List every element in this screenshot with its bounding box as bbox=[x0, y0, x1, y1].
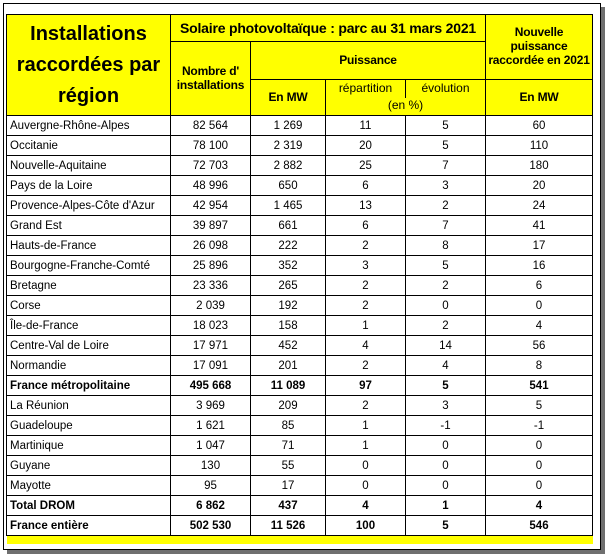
mw-cell: 650 bbox=[251, 176, 326, 196]
region-cell: Bourgogne-Franche-Comté bbox=[7, 256, 171, 276]
region-cell: Centre-Val de Loire bbox=[7, 336, 171, 356]
evolution-cell: 1 bbox=[406, 496, 486, 516]
table-row bbox=[7, 296, 593, 316]
mw-cell: 192 bbox=[251, 296, 326, 316]
mw-cell: 11 089 bbox=[251, 376, 326, 396]
new-mw-cell: -1 bbox=[486, 416, 593, 436]
repartition-cell: 2 bbox=[326, 236, 406, 256]
main-title: Solaire photovoltaïque : parc au 31 mars 2021 bbox=[171, 15, 486, 42]
region-cell: Hauts-de-France bbox=[7, 236, 171, 256]
region-cell: La Réunion bbox=[7, 396, 171, 416]
repartition-cell: 2 bbox=[326, 276, 406, 296]
power-group-header: Puissance bbox=[251, 42, 486, 80]
region-cell: Guyane bbox=[7, 456, 171, 476]
table-row bbox=[7, 136, 593, 156]
new-mw-cell: 180 bbox=[486, 156, 593, 176]
evolution-cell: 5 bbox=[406, 256, 486, 276]
count-cell: 3 969 bbox=[171, 396, 251, 416]
new-mw-cell: 4 bbox=[486, 316, 593, 336]
table-row bbox=[7, 316, 593, 336]
mw-cell: 11 526 bbox=[251, 516, 326, 536]
table-row bbox=[7, 496, 593, 516]
repartition-cell: 25 bbox=[326, 156, 406, 176]
mw-cell: 352 bbox=[251, 256, 326, 276]
installations-table bbox=[6, 14, 593, 544]
mw-cell: 2 319 bbox=[251, 136, 326, 156]
new-mw-cell: 4 bbox=[486, 496, 593, 516]
count-cell: 495 668 bbox=[171, 376, 251, 396]
count-cell: 42 954 bbox=[171, 196, 251, 216]
new-mw-cell: 17 bbox=[486, 236, 593, 256]
count-cell: 82 564 bbox=[171, 116, 251, 136]
table-row bbox=[7, 116, 593, 136]
evolution-cell: 5 bbox=[406, 116, 486, 136]
count-column-header: Nombre d' installations bbox=[171, 42, 251, 116]
evolution-cell: 7 bbox=[406, 216, 486, 236]
new-mw-cell: 16 bbox=[486, 256, 593, 276]
repartition-cell: 20 bbox=[326, 136, 406, 156]
count-cell: 72 703 bbox=[171, 156, 251, 176]
evolution-cell: 8 bbox=[406, 236, 486, 256]
evolution-cell: 5 bbox=[406, 136, 486, 156]
new-mw-cell: 546 bbox=[486, 516, 593, 536]
table-row bbox=[7, 456, 593, 476]
region-cell: Total DROM bbox=[7, 496, 171, 516]
table-row bbox=[7, 336, 593, 356]
region-cell: Normandie bbox=[7, 356, 171, 376]
new-mw-cell: 0 bbox=[486, 296, 593, 316]
new-mw-cell: 6 bbox=[486, 276, 593, 296]
mw-cell: 1 269 bbox=[251, 116, 326, 136]
new-mw-cell: 60 bbox=[486, 116, 593, 136]
region-cell: France métropolitaine bbox=[7, 376, 171, 396]
count-cell: 1 621 bbox=[171, 416, 251, 436]
mw-cell: 1 465 bbox=[251, 196, 326, 216]
mw-cell: 222 bbox=[251, 236, 326, 256]
count-cell: 17 971 bbox=[171, 336, 251, 356]
evolution-cell: 0 bbox=[406, 456, 486, 476]
new-mw-cell: 0 bbox=[486, 456, 593, 476]
new-mw-cell: 0 bbox=[486, 436, 593, 456]
count-cell: 17 091 bbox=[171, 356, 251, 376]
new-mw-cell: 20 bbox=[486, 176, 593, 196]
evolution-cell: 0 bbox=[406, 436, 486, 456]
new-mw-cell: 24 bbox=[486, 196, 593, 216]
table-row bbox=[7, 516, 593, 536]
new-mw-cell: 110 bbox=[486, 136, 593, 156]
region-cell: Occitanie bbox=[7, 136, 171, 156]
count-cell: 23 336 bbox=[171, 276, 251, 296]
mw-cell: 201 bbox=[251, 356, 326, 376]
region-cell: Guadeloupe bbox=[7, 416, 171, 436]
table-row bbox=[7, 416, 593, 436]
mw-cell: 55 bbox=[251, 456, 326, 476]
evolution-cell: 2 bbox=[406, 316, 486, 336]
count-cell: 18 023 bbox=[171, 316, 251, 336]
evolution-cell: 3 bbox=[406, 396, 486, 416]
region-cell: Auvergne-Rhône-Alpes bbox=[7, 116, 171, 136]
repartition-cell: 4 bbox=[326, 336, 406, 356]
evolution-cell: 0 bbox=[406, 296, 486, 316]
count-cell: 26 098 bbox=[171, 236, 251, 256]
evolution-cell: 2 bbox=[406, 276, 486, 296]
repartition-cell: 6 bbox=[326, 176, 406, 196]
repartition-cell: 2 bbox=[326, 396, 406, 416]
count-cell: 6 862 bbox=[171, 496, 251, 516]
repartition-cell: 0 bbox=[326, 456, 406, 476]
new-mw-cell: 0 bbox=[486, 476, 593, 496]
region-cell: Provence-Alpes-Côte d'Azur bbox=[7, 196, 171, 216]
mw-cell: 17 bbox=[251, 476, 326, 496]
repartition-cell: 1 bbox=[326, 436, 406, 456]
new-mw-cell: 8 bbox=[486, 356, 593, 376]
table-row bbox=[7, 236, 593, 256]
table-row bbox=[7, 436, 593, 456]
table-row bbox=[7, 396, 593, 416]
region-cell: Pays de la Loire bbox=[7, 176, 171, 196]
mw-cell: 661 bbox=[251, 216, 326, 236]
table-row bbox=[7, 156, 593, 176]
evolution-cell: 2 bbox=[406, 196, 486, 216]
region-cell: Martinique bbox=[7, 436, 171, 456]
repartition-cell: 0 bbox=[326, 476, 406, 496]
new-mw-cell: 56 bbox=[486, 336, 593, 356]
region-cell: Nouvelle-Aquitaine bbox=[7, 156, 171, 176]
count-cell: 1 047 bbox=[171, 436, 251, 456]
region-cell: Mayotte bbox=[7, 476, 171, 496]
evolution-cell: 14 bbox=[406, 336, 486, 356]
table-row bbox=[7, 356, 593, 376]
count-cell: 95 bbox=[171, 476, 251, 496]
count-cell: 48 996 bbox=[171, 176, 251, 196]
repartition-cell: 11 bbox=[326, 116, 406, 136]
repartition-cell: 6 bbox=[326, 216, 406, 236]
evolution-cell: 5 bbox=[406, 376, 486, 396]
evolution-cell: -1 bbox=[406, 416, 486, 436]
repartition-cell: 97 bbox=[326, 376, 406, 396]
evolution-cell: 7 bbox=[406, 156, 486, 176]
mw-column-header: En MW bbox=[251, 80, 326, 116]
region-column-header: Installations raccordées par région bbox=[7, 15, 171, 116]
repartition-column-header: répartition bbox=[326, 80, 406, 98]
repartition-cell: 100 bbox=[326, 516, 406, 536]
evolution-column-header: évolution bbox=[406, 80, 486, 98]
evolution-cell: 5 bbox=[406, 516, 486, 536]
new-mw-cell: 41 bbox=[486, 216, 593, 236]
new-mw-column-header: En MW bbox=[486, 80, 593, 116]
table-row bbox=[7, 196, 593, 216]
region-cell: France entière bbox=[7, 516, 171, 536]
mw-cell: 158 bbox=[251, 316, 326, 336]
count-cell: 25 896 bbox=[171, 256, 251, 276]
count-cell: 2 039 bbox=[171, 296, 251, 316]
mw-cell: 85 bbox=[251, 416, 326, 436]
count-cell: 39 897 bbox=[171, 216, 251, 236]
mw-cell: 437 bbox=[251, 496, 326, 516]
repartition-cell: 2 bbox=[326, 356, 406, 376]
evolution-cell: 4 bbox=[406, 356, 486, 376]
table-footer-band bbox=[7, 536, 593, 545]
region-cell: Grand Est bbox=[7, 216, 171, 236]
evolution-cell: 3 bbox=[406, 176, 486, 196]
table-row bbox=[7, 176, 593, 196]
evolution-cell: 0 bbox=[406, 476, 486, 496]
count-cell: 502 530 bbox=[171, 516, 251, 536]
mw-cell: 209 bbox=[251, 396, 326, 416]
count-cell: 78 100 bbox=[171, 136, 251, 156]
repartition-cell: 3 bbox=[326, 256, 406, 276]
region-cell: Corse bbox=[7, 296, 171, 316]
mw-cell: 452 bbox=[251, 336, 326, 356]
percent-unit-label: (en %) bbox=[326, 98, 486, 116]
repartition-cell: 2 bbox=[326, 296, 406, 316]
table-row bbox=[7, 376, 593, 396]
new-mw-cell: 541 bbox=[486, 376, 593, 396]
mw-cell: 71 bbox=[251, 436, 326, 456]
repartition-cell: 4 bbox=[326, 496, 406, 516]
region-cell: Île-de-France bbox=[7, 316, 171, 336]
table-row bbox=[7, 216, 593, 236]
region-cell: Bretagne bbox=[7, 276, 171, 296]
new-power-header: Nouvelle puissance raccordée en 2021 bbox=[486, 15, 593, 80]
mw-cell: 2 882 bbox=[251, 156, 326, 176]
new-mw-cell: 5 bbox=[486, 396, 593, 416]
repartition-cell: 13 bbox=[326, 196, 406, 216]
table-row bbox=[7, 276, 593, 296]
mw-cell: 265 bbox=[251, 276, 326, 296]
repartition-cell: 1 bbox=[326, 316, 406, 336]
table-row bbox=[7, 256, 593, 276]
repartition-cell: 1 bbox=[326, 416, 406, 436]
table-row bbox=[7, 476, 593, 496]
count-cell: 130 bbox=[171, 456, 251, 476]
